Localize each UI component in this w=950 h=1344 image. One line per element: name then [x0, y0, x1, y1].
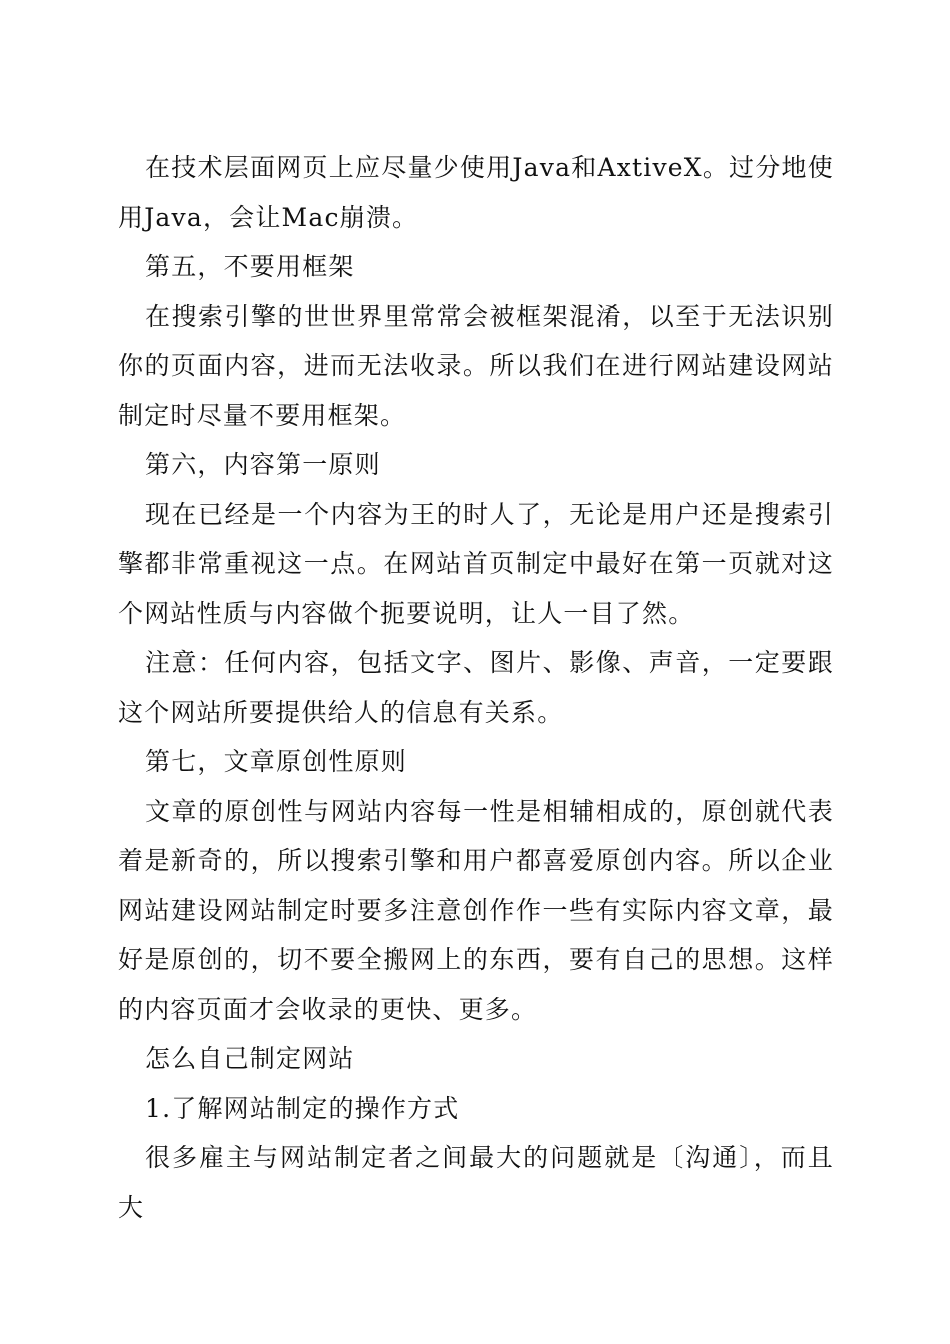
paragraph-tech-java: 在技术层面网页上应尽量少使用Java和AxtiveX。过分地使用Java，会让Mac崩溃。	[118, 153, 834, 232]
paragraph-originality: 文章的原创性与网站内容每一性是相辅相成的，原创就代表着是新奇的，所以搜索引擎和用户都喜爱原创内容。所以企业网站建设网站制定时要多注意创作作一些有实际内容文章，最好是原创的，切不要全搬网上的东西，要有自己的思想。这样的内容页面才会收录的更快、更多。	[118, 796, 834, 1024]
paragraph-frames: 在搜索引擎的世世界里常常会被框架混淆，以至于无法识别你的页面内容，进而无法收录。所以我们在进行网站建设网站制定时尽量不要用框架。	[118, 301, 834, 430]
heading-content-first: 第六，内容第一原则	[145, 450, 381, 479]
paragraph-content-king: 现在已经是一个内容为王的时人了，无论是用户还是搜索引擎都非常重视这一点。在网站首页制定中最好在第一页就对这个网站性质与内容做个扼要说明，让人一目了然。	[118, 499, 834, 628]
document-body	[118, 143, 834, 1232]
heading-no-frames: 第五，不要用框架	[145, 252, 355, 281]
heading-originality: 第七，文章原创性原则	[145, 747, 408, 776]
paragraph-note: 注意：任何内容，包括文字、图片、影像、声音，一定要跟这个网站所要提供给人的信息有关系。	[118, 648, 834, 727]
heading-how-to-build: 怎么自己制定网站	[145, 1044, 355, 1073]
paragraph-communication: 很多雇主与网站制定者之间最大的问题就是〔沟通〕，而且大	[118, 1143, 834, 1222]
heading-step-1: 1.了解网站制定的操作方式	[145, 1093, 460, 1123]
